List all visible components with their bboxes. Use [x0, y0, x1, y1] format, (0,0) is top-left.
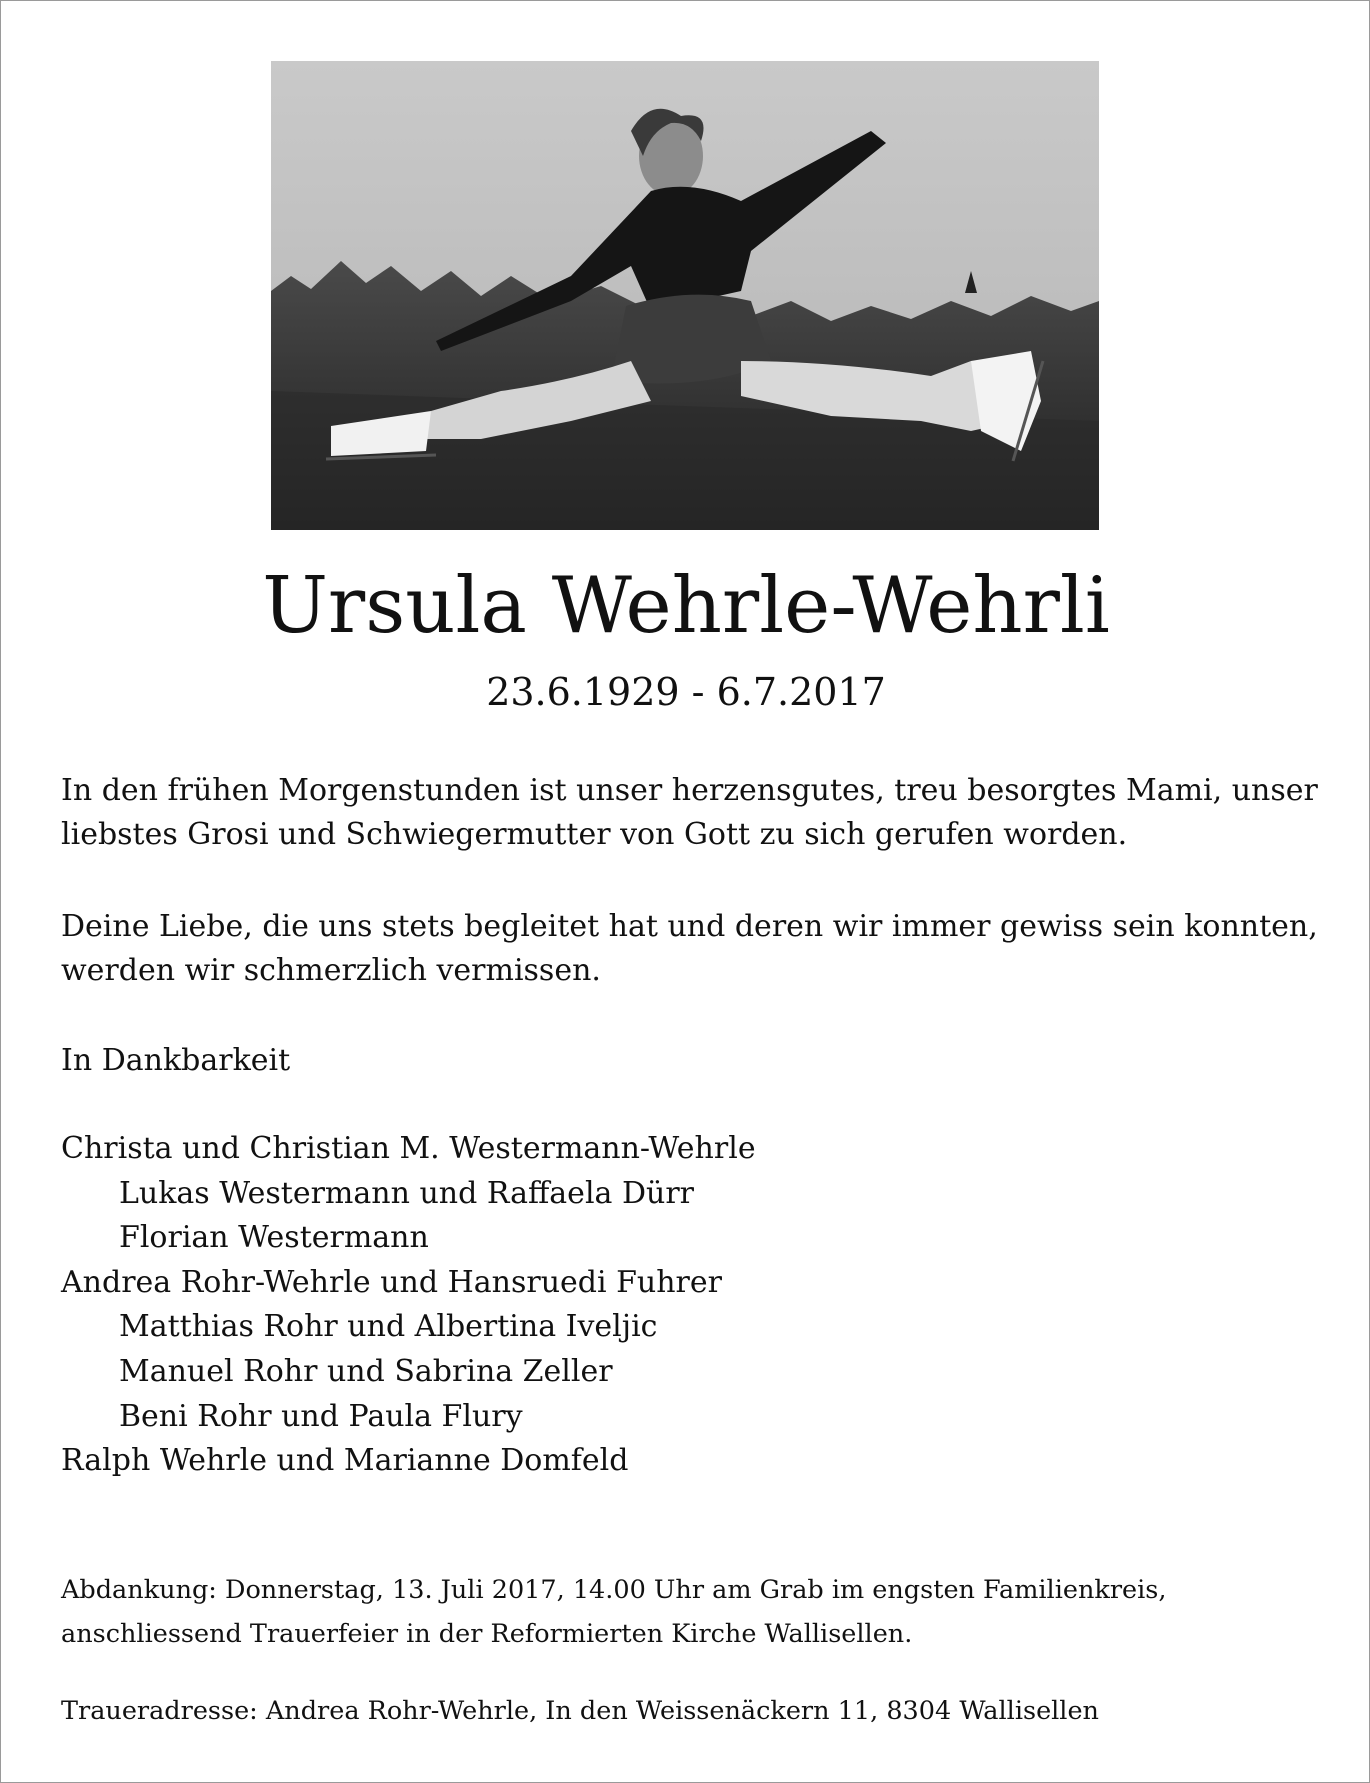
- signer-entry: Ralph Wehrle und Marianne Domfeld: [61, 1443, 629, 1479]
- skater-photo-illustration: [271, 61, 1099, 530]
- signer-entry: Lukas Westermann und Raffaela Dürr: [119, 1175, 695, 1211]
- service-line-1: Abdankung: Donnerstag, 13. Juli 2017, 14.00 Uhr am Grab im engsten Familienkreis,: [61, 1575, 1167, 1605]
- signer-entry: Manuel Rohr und Sabrina Zeller: [119, 1353, 613, 1389]
- skater-photo: [271, 61, 1099, 530]
- service-info: [61, 1568, 1321, 1656]
- intro-paragraph: [61, 769, 1321, 857]
- service-line-2: anschliessend Trauerfeier in der Reformierten Kirche Wallisellen.: [61, 1619, 913, 1649]
- intro-line-1: In den frühen Morgenstunden ist unser herzensgutes, treu besorgtes Mami, unser: [61, 773, 1318, 808]
- intro-line-2: liebstes Grosi und Schwiegermutter von Gott zu sich gerufen worden.: [61, 817, 1128, 852]
- signer-entry: Beni Rohr und Paula Flury: [119, 1398, 523, 1434]
- signer-entry: Florian Westermann: [119, 1220, 429, 1256]
- deceased-name: Ursula Wehrle-Wehrli: [262, 561, 1110, 651]
- love-paragraph: [61, 905, 1321, 993]
- mourning-address: Traueradresse: Andrea Rohr-Wehrle, In den Weissenäckern 11, 8304 Wallisellen: [61, 1696, 1099, 1726]
- life-dates: 23.6.1929 - 6.7.2017: [486, 670, 886, 714]
- signer-entry: Matthias Rohr und Albertina Iveljic: [119, 1309, 658, 1345]
- signers-list: [61, 1127, 1321, 1484]
- closing-line: In Dankbarkeit: [61, 1043, 291, 1078]
- love-line-1: Deine Liebe, die uns stets begleitet hat und deren wir immer gewiss sein konnten,: [61, 909, 1318, 944]
- signer-entry: Andrea Rohr-Wehrle und Hansruedi Fuhrer: [61, 1264, 722, 1300]
- love-line-2: werden wir schmerzlich vermissen.: [61, 953, 601, 988]
- signer-entry: Christa und Christian M. Westermann-Wehrle: [61, 1131, 756, 1166]
